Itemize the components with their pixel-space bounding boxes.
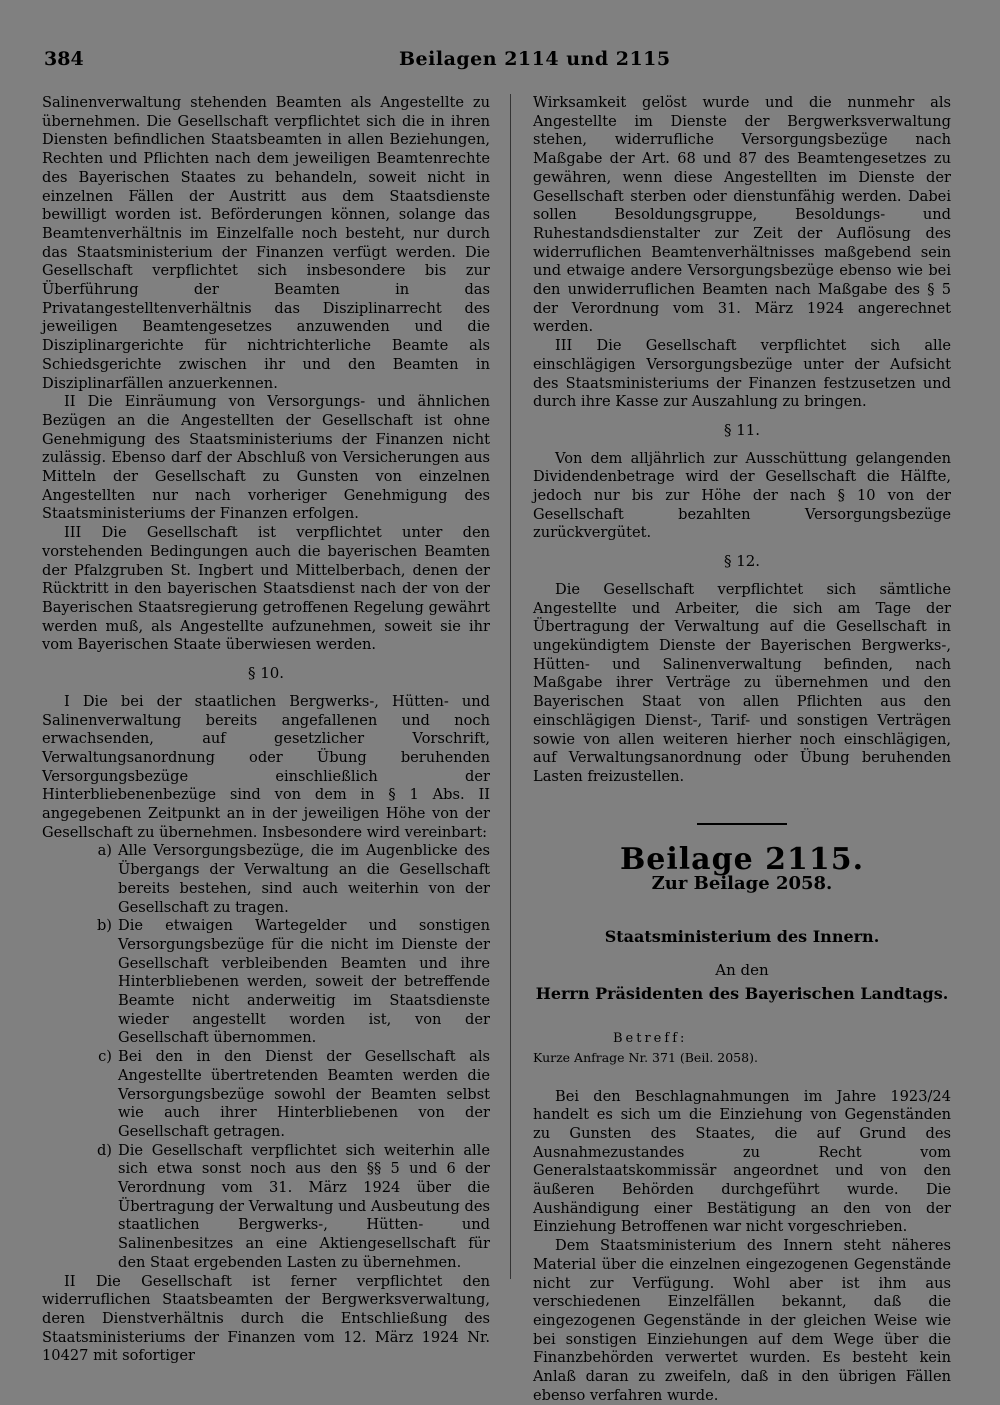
paragraph: Salinenverwaltung stehenden Beamten als Angestellte zu übernehmen. Die Gesellschaft verpflichtet sich die in ihren Diensten befindlichen Staatsbeamten in allen Beziehungen, Rechten und Pflichten nach dem jeweiligen Beamtenrechte des Bayerischen Staates zu behandeln, soweit nicht in einzelnen Fällen der Austritt aus dem Staatsdienste bewilligt worden ist. Beförderungen können, solange das Beamtenverhältnis im Einzelfalle noch besteht, nur durch das Staatsministerium der Finanzen verfügt werden. Die Gesellschaft verpflichtet sich insbesondere bis zur Überführung der Beamten in das Privatangestelltenverhältnis das Disziplinarrecht des jeweiligen Beamtengesetzes anzuwenden und die Disziplinargerichte für nichtrichterliche Beamte als Schiedsgerichte zwischen ihr und den Beamten in Disziplinarfällen anzuerkennen. [42, 94, 490, 392]
paragraph: II Die Einräumung von Versorgungs- und ähnlichen Bezügen an die Angestellten der Gesellschaft ist ohne Genehmigung des Staatsministeriums der Finanzen nicht zulässig. Ebenso darf der Abschluß von Versicherungen aus Mitteln der Gesellschaft zu Gunsten von einzelnen Angestellten nur nach vorheriger Genehmigung des Staatsministeriums der Finanzen erfolgen. [42, 393, 490, 523]
paragraph: I Die bei der staatlichen Bergwerks-, Hütten- und Salinenverwaltung bereits angefallenen und noch erwachsenden, auf gesetzlicher Vorschrift, Verwaltungsanordnung oder Übung beruhenden Versorgungsbezüge einschließlich der Hinterbliebenenbezüge sind von dem in § 1 Abs. II angegebenen Zeitpunkt an in der jeweiligen Höhe von der Gesellschaft zu übernehmen. Insbesondere wird vereinbart: [42, 692, 490, 841]
subject-reference: Kurze Anfrage Nr. 371 (Beil. 2058). [533, 1049, 758, 1065]
document-title: Beilage 2115. [619, 841, 865, 877]
paragraph: II Die Gesellschaft ist ferner verpflichtet den widerruflichen Staatsbeamten der Bergwerksverwaltung, deren Dienstverhältnis durch die Entschließung des Staatsministeriums der Finanzen vom 12. März 1924 Nr. 10427 mit sofortiger [42, 1272, 490, 1365]
page-number: 384 [44, 48, 84, 70]
list-item-label: c) [98, 1048, 112, 1066]
subject-label: Betreff: [613, 1031, 688, 1047]
right-column [533, 94, 951, 1405]
paragraph: Dem Staatsministerium des Innern steht näheres Material über die einzelnen eingezogenen Gegenstände nicht zur Verfügung. Wohl aber ist ihm aus verschiedenen Einzelfällen bekannt, daß die eingezogenen Gegenstände in der gleichen Weise wie bei sonstigen Einziehungen auf dem Wege über die Finanzbehörden verwertet wurden. Es besteht kein Anlaß daran zu zweifeln, daß in den übrigen Fällen ebenso verfahren wurde. [533, 1237, 951, 1404]
list-item-label: d) [96, 1141, 112, 1159]
paragraph: III Die Gesellschaft verpflichtet sich alle einschlägigen Versorgungsbezüge unter der Aufsicht des Staatsministeriums der Finanzen festzusetzen und durch ihre Kasse zur Auszahlung zu bringen. [533, 337, 951, 411]
paragraph: Wirksamkeit gelöst wurde und die nunmehr als Angestellte im Dienste der Bergwerksverwaltung stehen, widerrufliche Versorgungsbezüge nach Maßgabe der Art. 68 und 87 des Beamtengesetzes zu gewähren, wenn diese Angestellten im Dienste der Gesellschaft sterben oder dienstunfähig werden. Dabei sollen Besoldungsgruppe, Besoldungs- und Ruhestandsdienstalter zur Zeit der Auflösung des widerruflichen Beamtenverhältnisses maßgebend sein und etwaige andere Versorgungsbezüge ebenso wie bei den unwiderruflichen Beamten nach Maßgabe des § 5 der Verordnung vom 31. März 1924 angerechnet werden. [533, 94, 951, 336]
list-item-text: Bei den in den Dienst der Gesellschaft als Angestellte übertretenden Beamten werden die Versorgungsbezüge sowohl der Beamten selbst wie auch ihrer Hinterbliebenen von der Gesellschaft getragen. [118, 1048, 490, 1140]
horizontal-rule [697, 823, 787, 825]
page-header [44, 48, 956, 78]
paragraph: Von dem alljährlich zur Ausschüttung gelangenden Dividendenbetrage wird der Gesellschaft die Hälfte, jedoch nur bis zur Höhe der nach § 10 von der Gesellschaft bezahlten Versorgungsbezüge zurückvergütet. [533, 449, 951, 542]
section-heading: § 11. [723, 420, 761, 439]
running-title: Beilagen 2114 und 2115 [399, 48, 671, 70]
document-subtitle: Zur Beilage 2058. [651, 873, 833, 895]
list-item-text: Die Gesellschaft verpflichtet sich weiterhin alle sich etwa sonst noch aus den §§ 5 und 6 der Verordnung vom 31. März 1924 über die Übertragung der Verwaltung und Ausbeutung des staatlichen Bergwerks-, Hütten- und Salinenbesitzes an eine Aktiengesellschaft für den Staat ergebenden Lasten zu übernehmen. [118, 1141, 490, 1271]
paragraph: Bei den Beschlagnahmungen im Jahre 1923/24 handelt es sich um die Einziehung von Gegenständen zu Gunsten des Staates, die auf Grund des Ausnahmezustandes zu Recht vom Generalstaatskommissär angeordnet und von den äußeren Behörden durchgeführt wurde. Die Aushändigung einer Bestätigung an den von der Einziehung Betroffenen war nicht vorgeschrieben. [533, 1087, 951, 1236]
left-column [42, 94, 490, 1366]
address-line: An den [715, 960, 769, 979]
paragraph: III Die Gesellschaft ist verpflichtet unter den vorstehenden Bedingungen auch die bayerischen Beamten der Pfalzgruben St. Ingbert und Mittelberbach, denen der Rücktritt in den bayerischen Staatsdienst nach der von der Bayerischen Staatsregierung getroffenen Regelung gewährt werden muß, als Angestellte aufzunehmen, soweit sie ihr vom Bayerischen Staate überwiesen werden. [42, 524, 490, 654]
list-item [42, 842, 490, 917]
list-item-text: Die etwaigen Wartegelder und sonstigen Versorgungsbezüge für die nicht im Dienste der Gesellschaft verbleibenden Beamten und ihre Hinterbliebenen werden, soweit der betreffende Beamte nicht anderweitig im Staatsdienste wieder angestellt worden ist, von der Gesellschaft übernommen. [118, 917, 490, 1047]
section-heading: § 10. [247, 664, 285, 683]
list-item-text: Alle Versorgungsbezüge, die im Augenblicke des Übergangs der Verwaltung an die Gesellschaft bereits bestehen, sind auch weiterhin von der Gesellschaft zu tragen. [118, 842, 490, 916]
paragraph: Die Gesellschaft verpflichtet sich sämtliche Angestellte und Arbeiter, die sich am Tage der Übertragung der Verwaltung auf die Gesellschaft in ungekündigtem Dienste der Bayerischen Bergwerks-, Hütten- und Salinenverwaltung befinden, nach Maßgabe ihrer Verträge zu übernehmen und den Bayerischen Staat von allen Pflichten aus den einschlägigen Dienst-, Tarif- und sonstigen Verträgen sowie von allen weiteren hierher noch einschlägigen, auf Verwaltungsanordnung oder Übung beruhenden Lasten freizustellen. [533, 580, 951, 785]
list-item-label: b) [96, 917, 112, 935]
column-divider [510, 94, 511, 1279]
section-heading: § 12. [723, 552, 761, 571]
ministry-heading: Staatsministerium des Innern. [604, 927, 880, 947]
list-item [42, 1048, 490, 1142]
list-item-label: a) [97, 842, 112, 860]
list-item [42, 917, 490, 1048]
recipient-heading: Herrn Präsidenten des Bayerischen Landtags. [535, 984, 949, 1004]
list-item [42, 1142, 490, 1273]
